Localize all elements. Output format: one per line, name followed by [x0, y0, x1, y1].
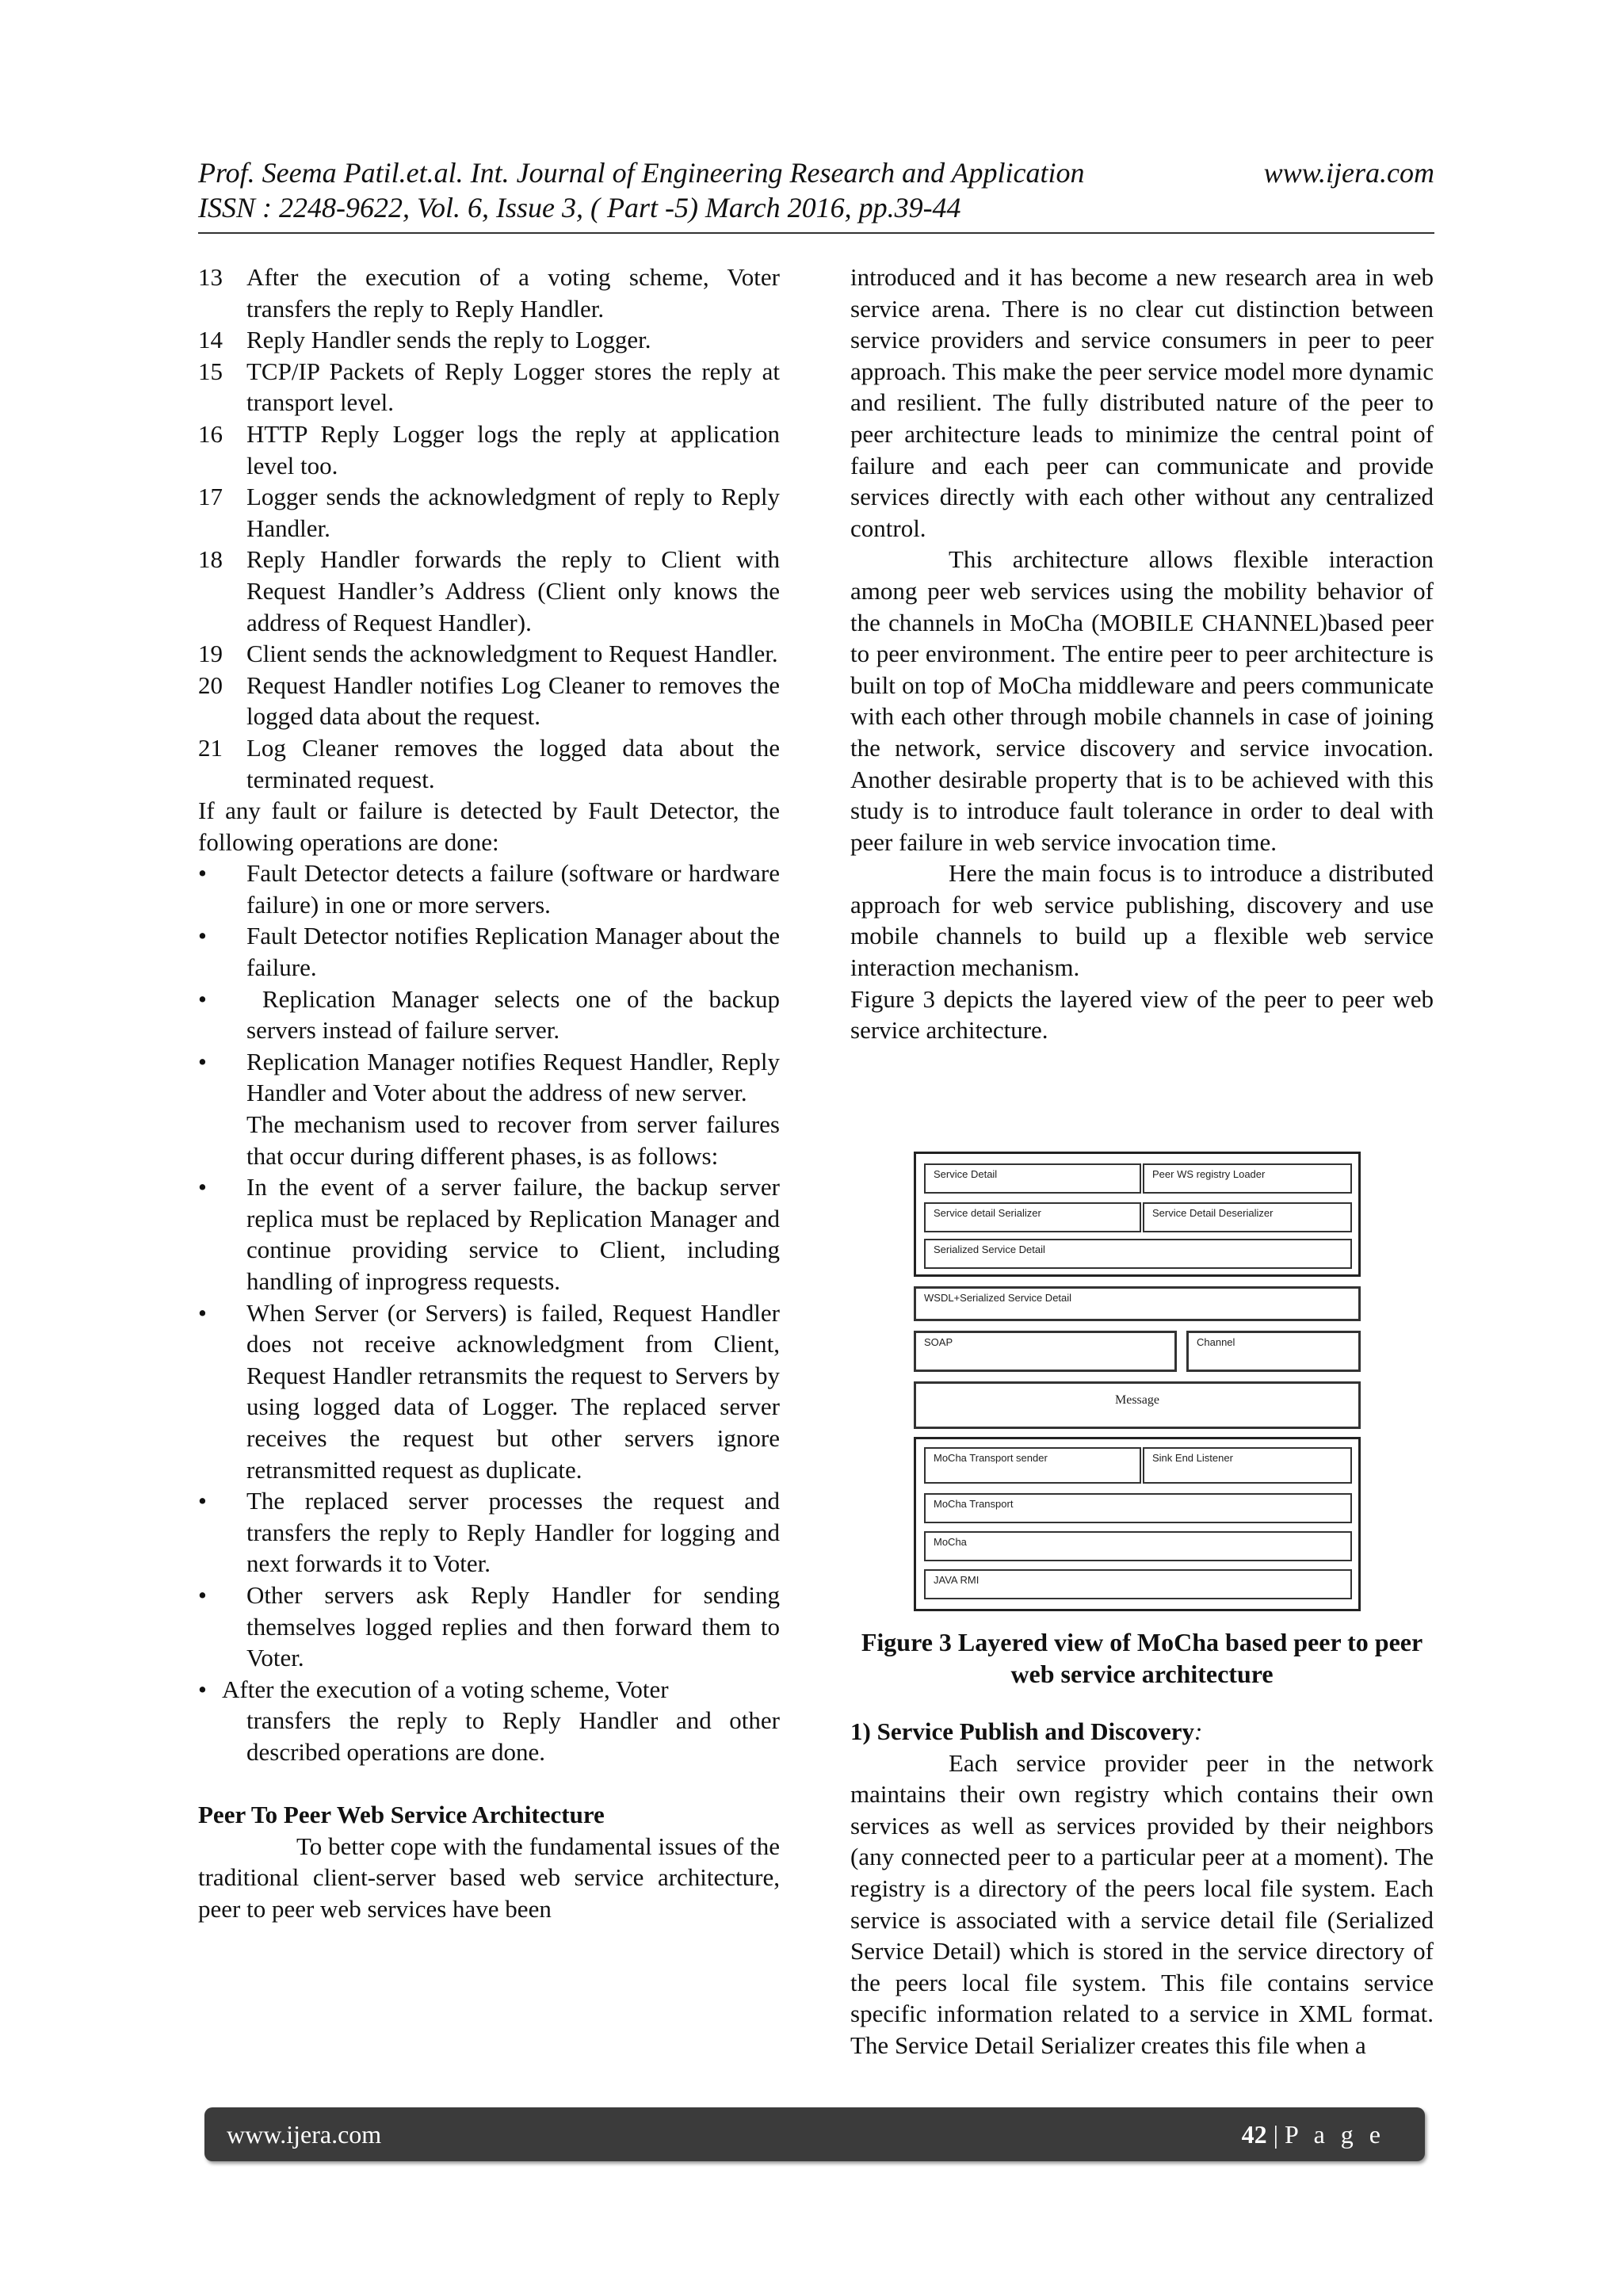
list-item: • Fault Detector detects a failure (software or hardware failure) in one or more servers.: [198, 858, 780, 920]
paragraph: To better cope with the fundamental issues of the traditional client-server based web service architecture, peer to peer web services have been: [198, 1832, 780, 1923]
mocha-transport-sender-box: MoCha Transport sender: [924, 1447, 1141, 1484]
bullet-icon: •: [198, 1580, 207, 1609]
list-item: • Other servers ask Reply Handler for sending themselves logged replies and then forward them to Voter.: [198, 1580, 780, 1674]
service-detail-serializer-box: Service detail Serializer: [924, 1202, 1141, 1232]
bullet-icon: •: [198, 1173, 207, 1201]
footer-website[interactable]: www.ijera.com: [227, 2119, 382, 2149]
java-rmi-box: JAVA RMI: [924, 1569, 1352, 1599]
page-number: 42 | P a g e: [1241, 2119, 1385, 2149]
mocha-box: MoCha: [924, 1531, 1352, 1561]
header-divider: [198, 232, 1434, 234]
list-item: • Replication Manager notifies Request Handler, Reply Handler and Voter about the address of new server.: [198, 1046, 780, 1109]
list-item: 18 Reply Handler forwards the reply to Client with Request Handler’s Address (Client only knows the address of Request Handler).: [198, 545, 780, 636]
header-citation: Prof. Seema Patil.et.al. Int. Journal of Engineering Research and Application: [198, 157, 1085, 189]
list-item: • After the execution of a voting scheme, Voter transfers the reply to Reply Handler and other described operations are done.: [198, 1675, 780, 1766]
header-website[interactable]: www.ijera.com: [1263, 157, 1434, 189]
mechanism-paragraph: The mechanism used to recover from server failures that occur during different phases, is as follows:: [246, 1110, 780, 1170]
paragraph: Here the main focus is to introduce a distributed approach for web service publishing, discovery and use mobile channels to build up a flexible web service interaction mechanism.: [850, 859, 1434, 982]
header-issn: ISSN : 2248-9622, Vol. 6, Issue 3, ( Part -5) March 2016, pp.39-44: [198, 192, 961, 223]
section-heading: Peer To Peer Web Service Architecture: [198, 1801, 605, 1829]
numbered-list: [198, 262, 780, 795]
list-item: 20 Request Handler notifies Log Cleaner to removes the logged data about the request.: [198, 670, 780, 731]
section-heading: 1) Service Publish and Discovery: [850, 1717, 1194, 1745]
paragraph: This architecture allows flexible interaction among peer web services using the mobility behavior of the channels in MoCha (MOBILE CHANNEL)based peer to peer environment. The entire peer to peer architecture is built on top of MoCha middleware and peers communicate with each other through mobile channels in case of joining the network, service discovery and service invocation. Another desirable property that is to be achieved with this study is to introduce fault tolerance in order to deal with peer failure in web service invocation time.: [850, 545, 1434, 856]
bullet-icon: •: [198, 1298, 207, 1327]
channel-box: Channel: [1186, 1331, 1361, 1372]
wsdl-box: WSDL+Serialized Service Detail: [914, 1286, 1361, 1321]
bullet-icon: •: [198, 1675, 207, 1703]
message-box: Message: [914, 1381, 1361, 1429]
soap-box: SOAP: [914, 1331, 1177, 1372]
bullet-icon: •: [198, 984, 207, 1013]
list-item: 14 Reply Handler sends the reply to Logger.: [198, 326, 651, 354]
serialized-service-detail-box: Serialized Service Detail: [924, 1239, 1352, 1269]
page-footer: [204, 2107, 1425, 2161]
right-column-lower: 1) Service Publish and Discovery: Each service provider peer in the network maintains their own registry which contains their own services as well as services provided by their neighbors (any connected peer to a particular peer at a moment). The registry is a directory of the peers local file system. Each service is associated with a service detail file (Serialized Service Detail) which is stored in the service directory of the peers local file system. This file contains service specific information related to a service in XML format. The Service Detail Serializer creates this file when a: [850, 1716, 1434, 2061]
bullet-list-recovery: [198, 1171, 780, 1674]
service-detail-deserializer-box: Service Detail Deserializer: [1143, 1202, 1352, 1232]
list-item: 16 HTTP Reply Logger logs the reply at application level too.: [198, 419, 780, 479]
bullet-list-failure: [198, 858, 786, 1109]
service-detail-box: Service Detail: [924, 1163, 1141, 1194]
bullet-icon: •: [198, 1047, 207, 1075]
list-item: • The replaced server processes the request and transfers the reply to Reply Handler for logging and next forwards it to Voter.: [198, 1485, 780, 1580]
fault-intro: If any fault or failure is detected by Fault Detector, the following operations are done:: [198, 797, 780, 856]
bullet-icon: •: [198, 859, 207, 888]
peer-ws-registry-loader-box: Peer WS registry Loader: [1143, 1163, 1352, 1194]
figure-caption: Figure 3 Layered view of MoCha based peer to peer web service architecture: [861, 1628, 1423, 1688]
list-item: 17 Logger sends the acknowledgment of reply to Reply Handler.: [198, 483, 780, 542]
list-item: • Replication Manager selects one of the backup servers instead of failure server.: [198, 984, 780, 1046]
list-item: 13 After the execution of a voting scheme, Voter transfers the reply to Reply Handler.: [198, 263, 780, 323]
mocha-layer-group: [914, 1437, 1361, 1611]
list-item: 15 TCP/IP Packets of Reply Logger stores the reply at transport level.: [198, 357, 780, 417]
mocha-transport-box: MoCha Transport: [924, 1493, 1352, 1523]
bullet-icon: •: [198, 922, 207, 950]
paragraph: Each service provider peer in the network maintains their own registry which contains their own services as well as services provided by their neighbors (any connected peer to a particular peer at a moment). The registry is a directory of the peers local file system. Each service is associated with a service detail file (Serialized Service Detail) which is stored in the service directory of the peers local file system. This file contains service specific information related to a service in XML format. The Service Detail Serializer creates this file when a: [850, 1748, 1434, 2059]
list-item: • Fault Detector notifies Replication Manager about the failure.: [198, 920, 780, 983]
list-item: • In the event of a server failure, the backup server replica must be replaced by Replication Manager and continue providing service to Client, including handling of inprogress requests.: [198, 1171, 780, 1297]
list-item: • When Server (or Servers) is failed, Request Handler does not receive acknowledgment from Client, Request Handler retransmits the request to Servers by using logged data of Logger. The replaced server receives the request but other servers ignore retransmitted request as duplicate.: [198, 1297, 780, 1486]
sink-end-listener-box: Sink End Listener: [1143, 1447, 1352, 1484]
running-header: [198, 155, 1434, 225]
paragraph: Figure 3 depicts the layered view of the peer to peer web service architecture.: [850, 984, 1434, 1045]
list-item: 19 Client sends the acknowledgment to Request Handler.: [198, 640, 778, 668]
layered-architecture-figure: [914, 1152, 1361, 1611]
paragraph: introduced and it has become a new research area in web service arena. There is no clear cut distinction between service providers and service consumers in peer to peer approach. This make the peer service model more dynamic and resilient. The fully distributed nature of the peer to peer architecture leads to minimize the central point of failure and each peer can communicate and provide services directly with each other without any centralized control.: [850, 263, 1434, 542]
bullet-icon: •: [198, 1487, 207, 1515]
right-column: [850, 262, 1434, 1046]
left-column: [198, 262, 786, 1924]
list-item: 21 Log Cleaner removes the logged data about the terminated request.: [198, 733, 780, 793]
service-layer-group: [914, 1152, 1361, 1277]
